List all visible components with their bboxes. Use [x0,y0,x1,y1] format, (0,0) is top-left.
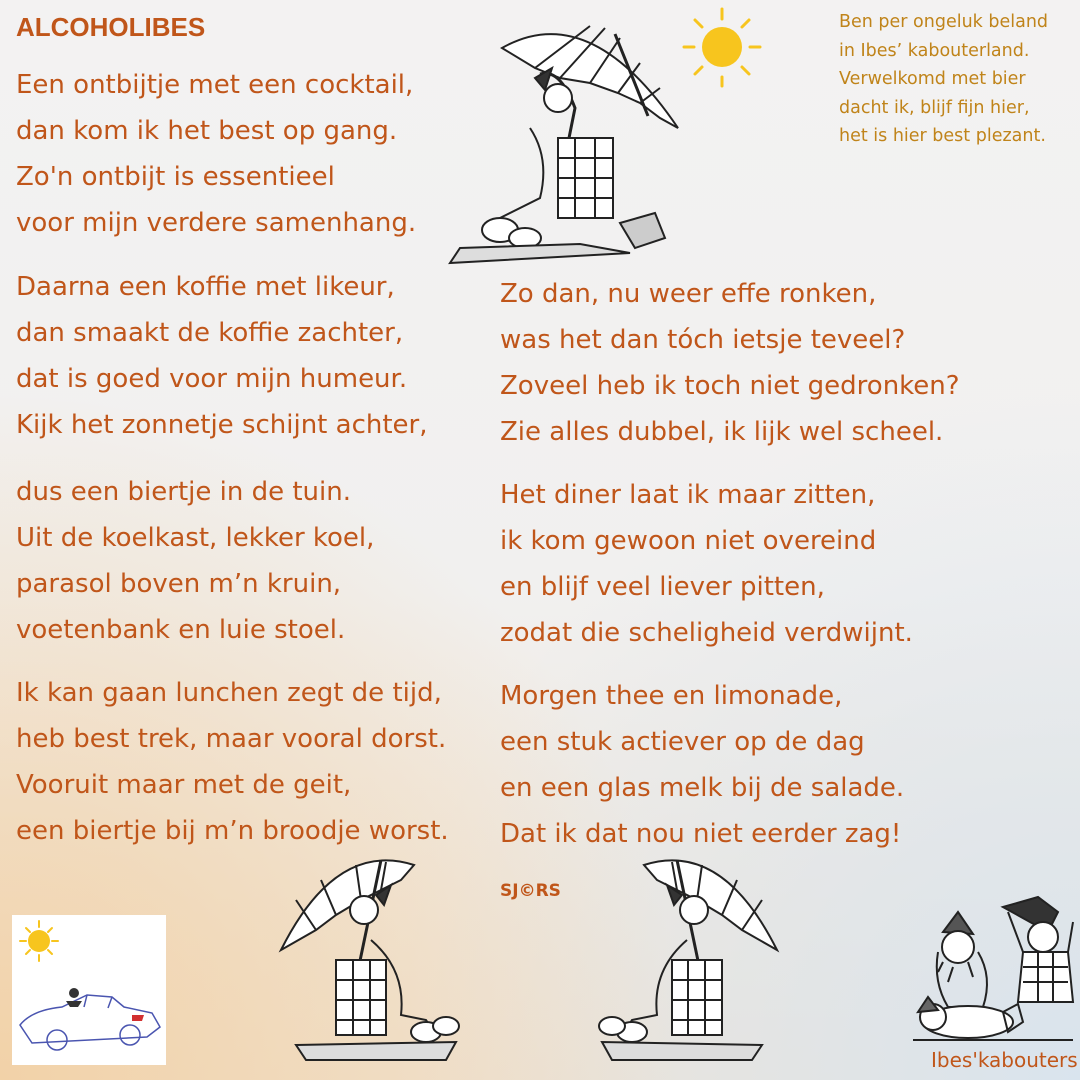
gnome-parasol-illustration [276,850,466,1065]
verse-line: Daarna een koffie met likeur, [16,272,395,302]
gnome-parasol-illustration-mirrored [592,850,782,1065]
corner-verse [839,8,1048,151]
car-drawing [12,915,166,1065]
corner-verse-line: het is hier best plezant. [839,126,1046,146]
corner-verse-line: dacht ik, blijf fijn hier, [839,97,1030,118]
gnome-parasol-illustration [440,8,685,266]
verse-line: voetenbank en luie stoel. [16,615,346,645]
verse-line: ik kom gewoon niet overeind [500,526,877,556]
stanza-5 [500,271,960,455]
corner-verse-line: in Ibes’ kabouterland. [839,40,1030,61]
verse-line: en blijf veel liever pitten, [500,572,825,602]
stanza-1 [16,62,416,246]
brand-label: Ibes'kabouters [931,1048,1078,1072]
verse-line: zodat die scheligheid verdwijnt. [500,618,913,648]
stanza-2 [16,264,428,448]
verse-line: Zie alles dubbel, ik lijk wel scheel. [500,417,944,447]
verse-line: was het dan tóch ietsje teveel? [500,325,906,355]
corner-verse-line: Verwelkomd met bier [839,69,1026,89]
verse-line: parasol boven m’n kruin, [16,569,342,599]
verse-line: Kijk het zonnetje schijnt achter, [16,410,428,440]
verse-line: Dat ik dat nou niet eerder zag! [500,819,902,849]
poem-title: ALCOHOLIBES [16,12,206,42]
stanza-4 [16,670,449,854]
verse-line: Zoveel heb ik toch niet gedronken? [500,371,960,401]
verse-line: heb best trek, maar vooral dorst. [16,724,447,754]
stanza-3 [16,469,374,653]
verse-line: een stuk actiever op de dag [500,727,865,757]
sun-icon [28,930,50,952]
stanza-6 [500,472,913,656]
verse-line: dat is goed voor mijn humeur. [16,364,408,394]
verse-line: Een ontbijtje met een cocktail, [16,70,414,100]
verse-line: dan kom ik het best op gang. [16,116,398,146]
verse-line: Het diner laat ik maar zitten, [500,480,876,510]
gnome-group-drawing [908,892,1078,1047]
verse-line: en een glas melk bij de salade. [500,773,905,803]
verse-line: Zo dan, nu weer effe ronken, [500,279,877,309]
verse-line: dus een biertje in de tuin. [16,477,351,507]
verse-line: dan smaakt de koffie zachter, [16,318,404,348]
stanza-7 [500,673,904,857]
corner-verse-line: Ben per ongeluk beland [839,12,1049,32]
verse-line: Vooruit maar met de geit, [16,770,352,800]
verse-line: Uit de koelkast, lekker koel, [16,523,375,553]
verse-line: Zo'n ontbijt is essentieel [16,162,335,192]
verse-line: voor mijn verdere samenhang. [16,208,417,238]
verse-line: een biertje bij m’n broodje worst. [16,816,449,846]
signature: SJ©RS [500,881,561,901]
sun-icon [680,5,765,90]
verse-line: Ik kan gaan lunchen zegt de tijd, [16,678,442,708]
verse-line: Morgen thee en limonade, [500,681,843,711]
